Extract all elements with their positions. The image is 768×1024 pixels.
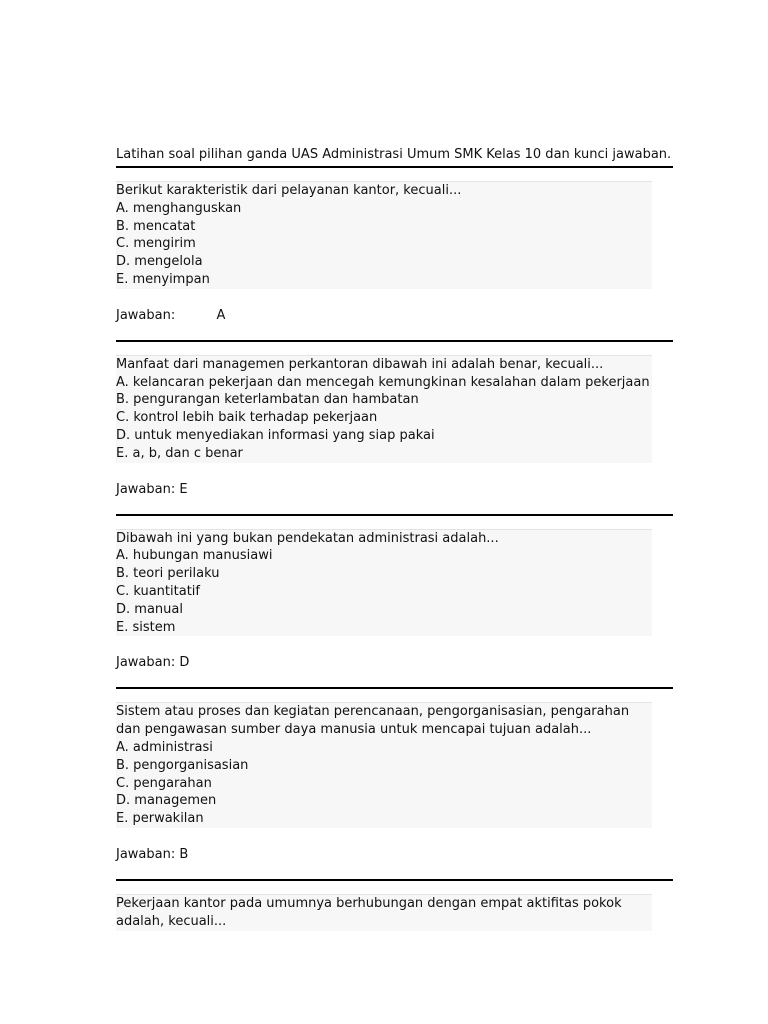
divider: [116, 514, 673, 516]
question-text: Berikut karakteristik dari pelayanan kantor, kecuali...: [116, 183, 462, 198]
option-item: E. menyimpan: [116, 271, 210, 287]
question-text: Manfaat dari managemen perkantoran dibawah ini adalah benar, kecuali...: [116, 356, 604, 372]
option-item: D. manual: [116, 601, 183, 617]
option-item: C. kontrol lebih baik terhadap pekerjaan: [116, 410, 378, 426]
question-block: [116, 702, 652, 828]
answer-key: Jawaban: B: [116, 846, 189, 862]
divider: [116, 879, 673, 881]
option-item: A. hubungan manusiawi: [116, 548, 273, 564]
option-item: A. administrasi: [116, 739, 213, 755]
option-item: B. pengurangan keterlambatan dan hambatan: [116, 392, 419, 408]
option-item: E. sistem: [116, 619, 176, 635]
answer-key: Jawaban: A: [116, 307, 226, 323]
divider: [116, 340, 673, 342]
question-text: Dibawah ini yang bukan pendekatan administrasi adalah...: [116, 530, 499, 546]
option-item: E. a, b, dan c benar: [116, 445, 243, 461]
option-item: B. mencatat: [116, 218, 196, 234]
option-item: D. mengelola: [116, 254, 203, 270]
option-item: A. kelancaran pekerjaan dan mencegah kemungkinan kesalahan dalam pekerjaan: [116, 374, 650, 390]
option-item: C. mengirim: [116, 236, 196, 252]
question-block: [116, 894, 652, 931]
document-page: [116, 146, 673, 931]
option-item: D. untuk menyediakan informasi yang siap pakai: [116, 427, 435, 443]
option-item: E. perwakilan: [116, 811, 204, 827]
divider: [116, 166, 673, 168]
option-item: D. managemen: [116, 793, 217, 809]
option-item: A. menghanguskan: [116, 200, 242, 216]
question-text: Pekerjaan kantor pada umumnya berhubungan dengan empat aktifitas pokok adalah, kecuali...: [116, 895, 622, 929]
answer-key: Jawaban: D: [116, 655, 190, 671]
option-item: B. teori perilaku: [116, 566, 220, 582]
question-block: [116, 355, 652, 463]
option-item: B. pengorganisasian: [116, 757, 249, 773]
document-title: Latihan soal pilihan ganda UAS Administrasi Umum SMK Kelas 10 dan kunci jawaban.: [116, 147, 672, 162]
question-block: [116, 181, 652, 289]
question-block: [116, 529, 652, 637]
option-item: C. pengarahan: [116, 775, 212, 791]
answer-key: Jawaban: E: [116, 481, 188, 497]
option-item: C. kuantitatif: [116, 583, 200, 599]
divider: [116, 687, 673, 689]
question-text: Sistem atau proses dan kegiatan perencanaan, pengorganisasian, pengarahan dan pengawasan sumber daya manusia untuk mencapai tujuan adalah...: [116, 704, 630, 738]
